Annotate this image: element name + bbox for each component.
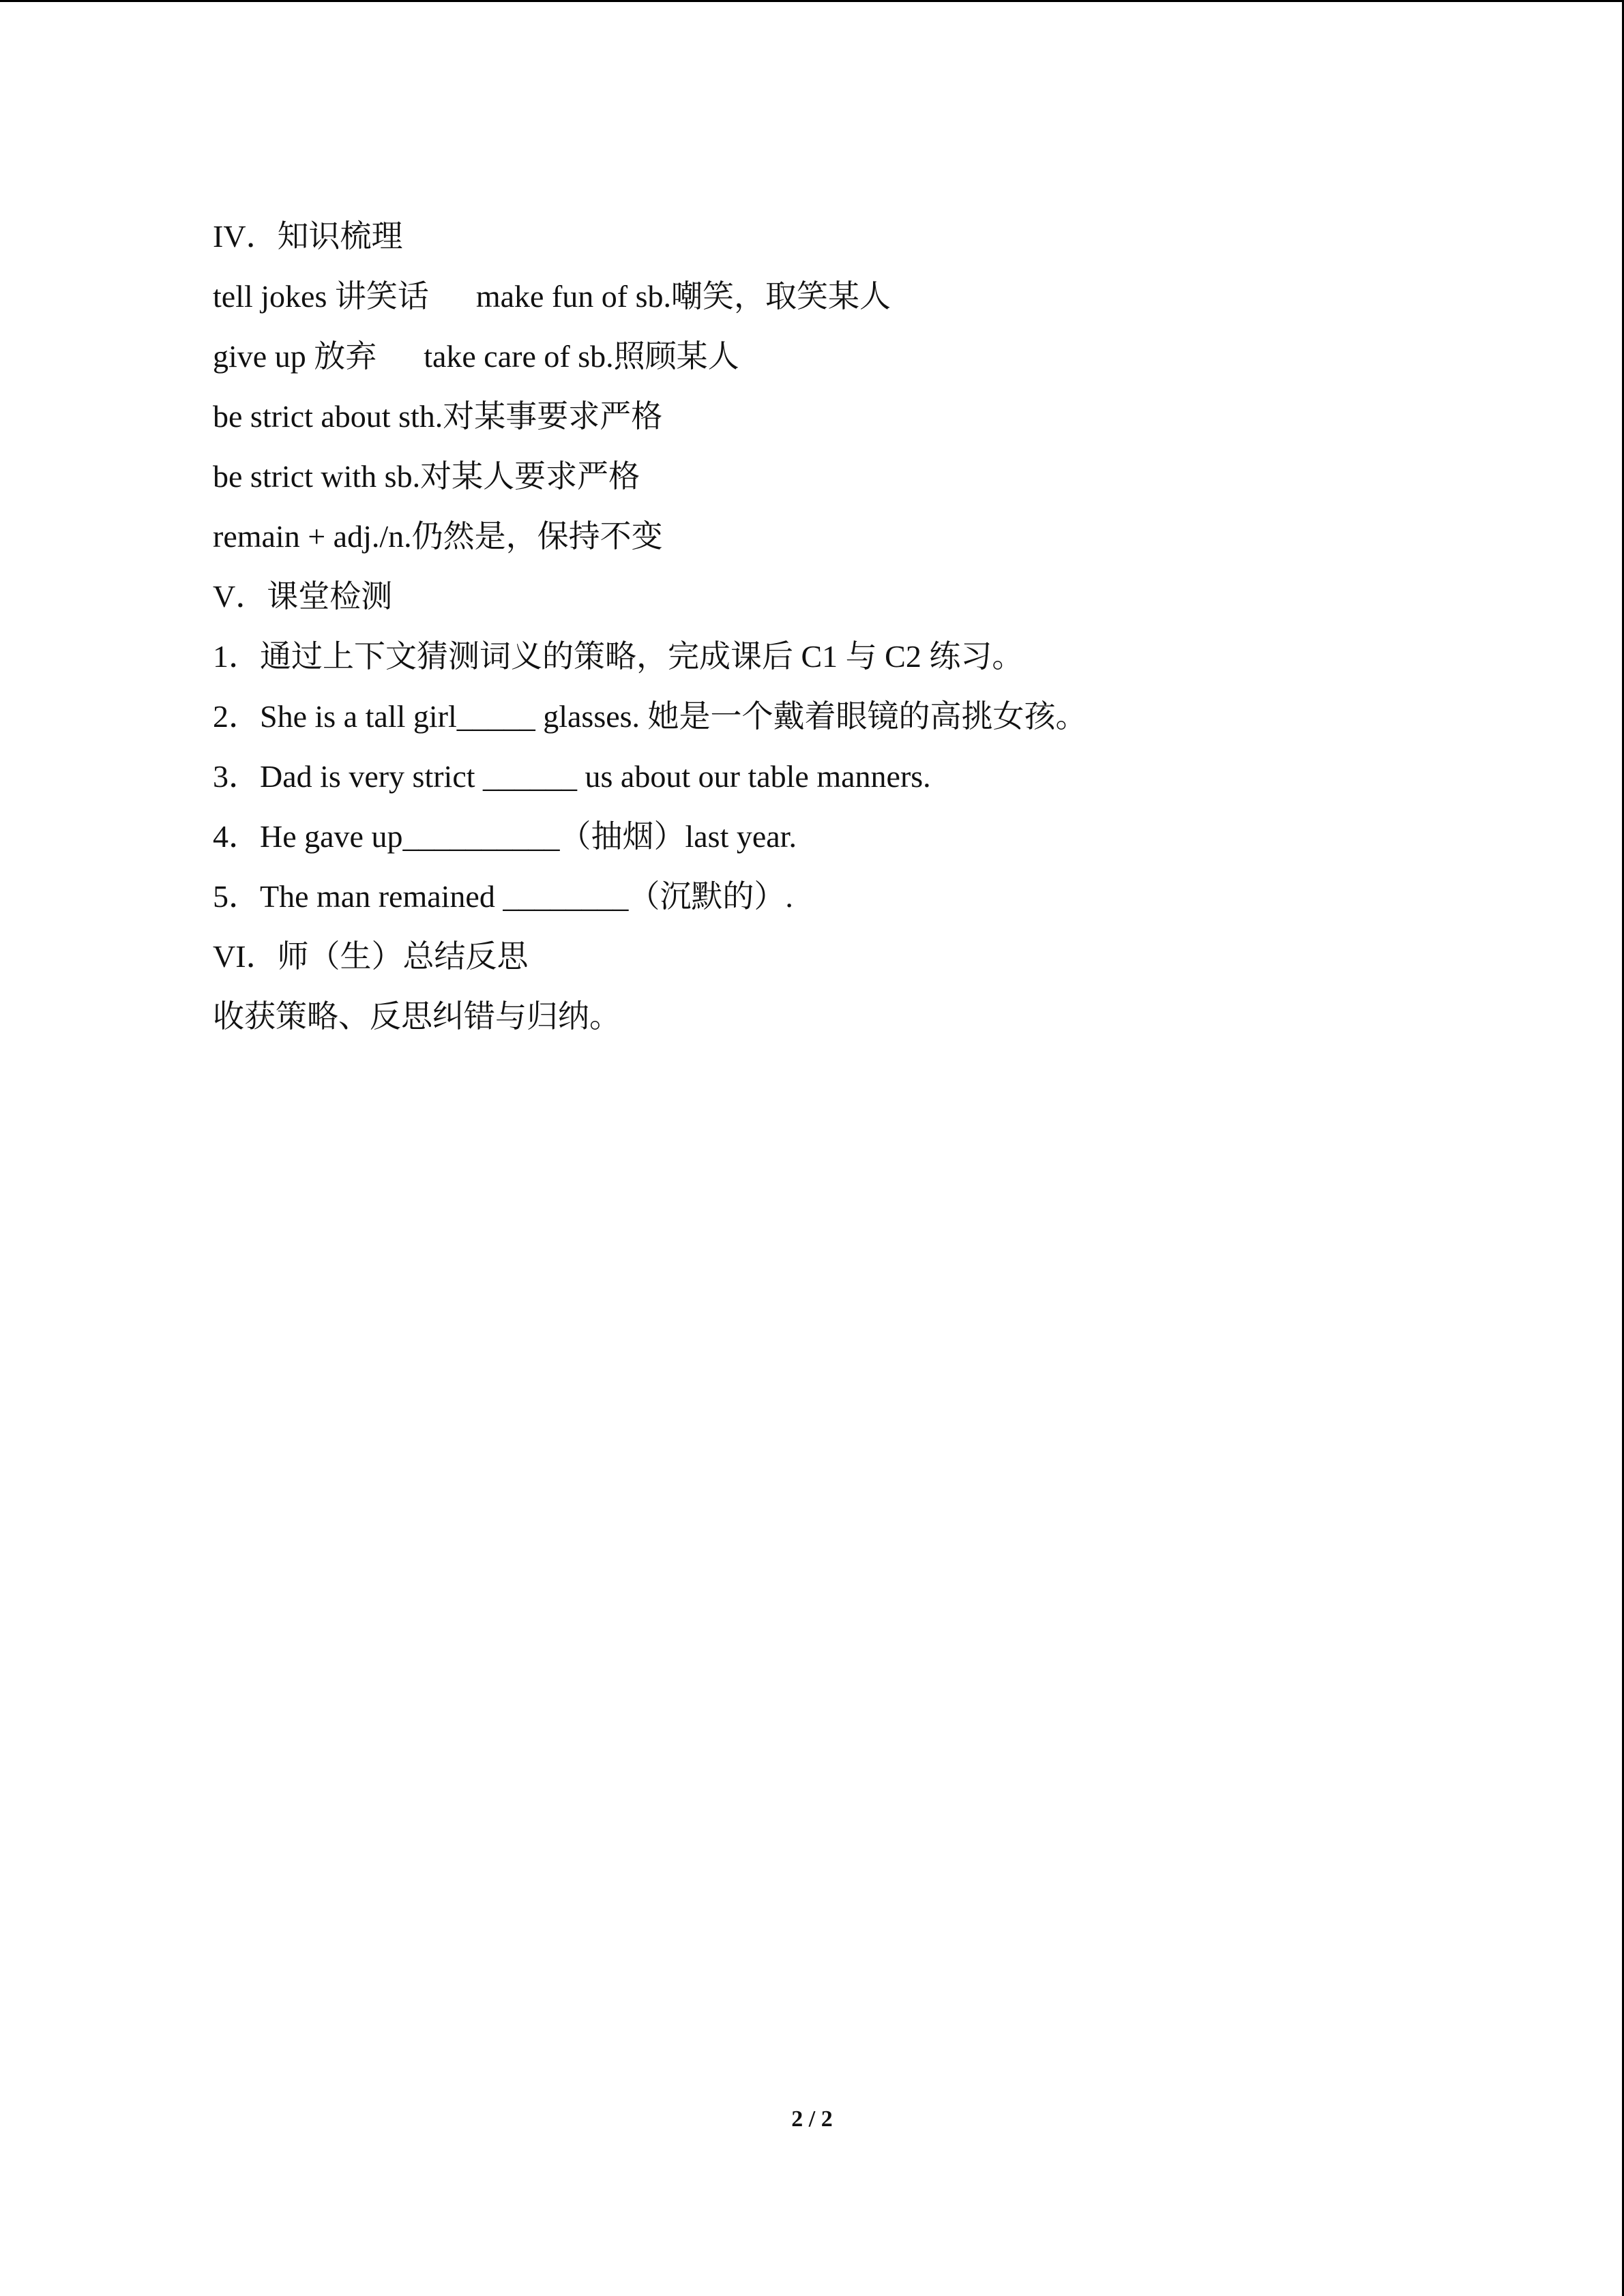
exercise-item: 3．Dad is very strict ______ us about our table manners. <box>213 759 931 794</box>
section-heading-knowledge: IV．知识梳理 <box>213 219 403 254</box>
knowledge-line: be strict with sb.对某人要求严格 <box>213 459 640 494</box>
exercise-item: 1．通过上下文猜测词义的策略，完成课后 C1 与 C2 练习。 <box>213 639 1024 674</box>
exercise-item: 5．The man remained ________（沉默的）. <box>213 879 793 914</box>
summary-line: 收获策略、反思纠错与归纳。 <box>213 999 621 1034</box>
knowledge-line: give up 放弃 take care of sb.照顾某人 <box>213 339 739 374</box>
page-number: 2 / 2 <box>791 2106 833 2132</box>
exercise-item: 4．He gave up__________（抽烟）last year. <box>213 819 797 854</box>
page-content <box>213 207 1509 1047</box>
section-heading-classroom-test: V．课堂检测 <box>213 579 393 614</box>
knowledge-line: be strict about sth.对某事要求严格 <box>213 399 663 434</box>
exercise-item: 2．She is a tall girl_____ glasses. 她是一个戴着眼镜的高挑女孩。 <box>213 699 1087 734</box>
section-heading-summary: VI．师（生）总结反思 <box>213 939 529 974</box>
knowledge-line: remain + adj./n.仍然是，保持不变 <box>213 519 663 554</box>
knowledge-line: tell jokes 讲笑话 make fun of sb.嘲笑，取笑某人 <box>213 279 891 314</box>
